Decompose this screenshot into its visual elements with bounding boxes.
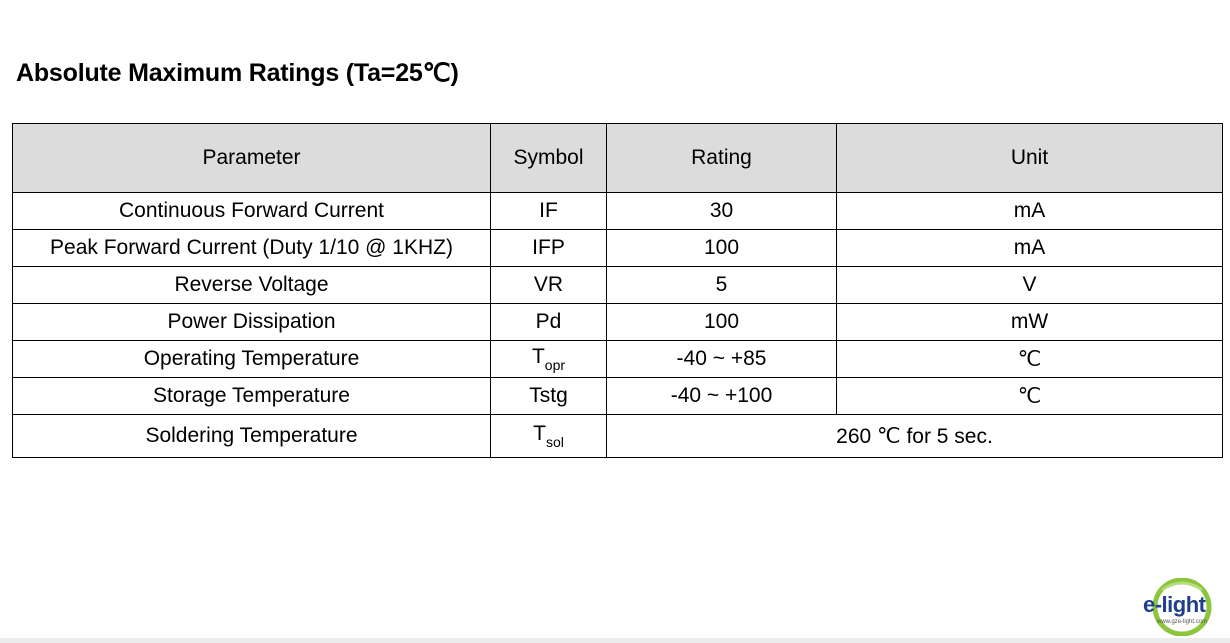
cell-rating: -40 ~ +85 <box>607 341 837 378</box>
table-row <box>13 415 1223 458</box>
cell-symbol <box>491 341 607 378</box>
cell-parameter: Continuous Forward Current <box>13 193 491 230</box>
symbol-subscript: opr <box>544 357 566 373</box>
cell-symbol: IF <box>491 193 607 230</box>
table-row <box>13 193 1223 230</box>
cell-symbol: Tstg <box>491 378 607 415</box>
table-header-row <box>13 124 1223 193</box>
logo-text: e-light <box>1143 592 1206 617</box>
header-rating: Rating <box>607 124 837 193</box>
cell-rating: 100 <box>607 230 837 267</box>
cell-symbol: VR <box>491 267 607 304</box>
cell-parameter: Storage Temperature <box>13 378 491 415</box>
symbol-main: T <box>533 422 546 445</box>
cell-unit: ℃ <box>837 341 1223 378</box>
logo-url: www.gze-light.com <box>1157 619 1208 625</box>
cell-parameter: Soldering Temperature <box>13 415 491 458</box>
table-row <box>13 267 1223 304</box>
cell-parameter: Power Dissipation <box>13 304 491 341</box>
symbol-subscript: sol <box>545 434 564 450</box>
cell-unit: mW <box>837 304 1223 341</box>
cell-parameter: Peak Forward Current (Duty 1/10 @ 1KHZ) <box>13 230 491 267</box>
cell-rating-unit: 260 ℃ for 5 sec. <box>607 415 1223 458</box>
cell-rating: -40 ~ +100 <box>607 378 837 415</box>
cell-parameter: Reverse Voltage <box>13 267 491 304</box>
header-symbol: Symbol <box>491 124 607 193</box>
cell-symbol <box>491 415 607 458</box>
cell-unit: V <box>837 267 1223 304</box>
ratings-table <box>12 123 1223 458</box>
cell-rating: 100 <box>607 304 837 341</box>
cell-parameter: Operating Temperature <box>13 341 491 378</box>
cell-unit: ℃ <box>837 378 1223 415</box>
page-title: Absolute Maximum Ratings (Ta=25℃) <box>16 59 459 87</box>
symbol-main: T <box>531 345 545 368</box>
header-unit: Unit <box>837 124 1223 193</box>
header-parameter: Parameter <box>13 124 491 193</box>
cell-rating: 30 <box>607 193 837 230</box>
cell-symbol: IFP <box>491 230 607 267</box>
cell-rating: 5 <box>607 267 837 304</box>
table-row <box>13 304 1223 341</box>
table-row <box>13 341 1223 378</box>
cell-unit: mA <box>837 193 1223 230</box>
footer-strip <box>0 638 1230 643</box>
cell-symbol: Pd <box>491 304 607 341</box>
table-row <box>13 378 1223 415</box>
table-row <box>13 230 1223 267</box>
cell-unit: mA <box>837 230 1223 267</box>
